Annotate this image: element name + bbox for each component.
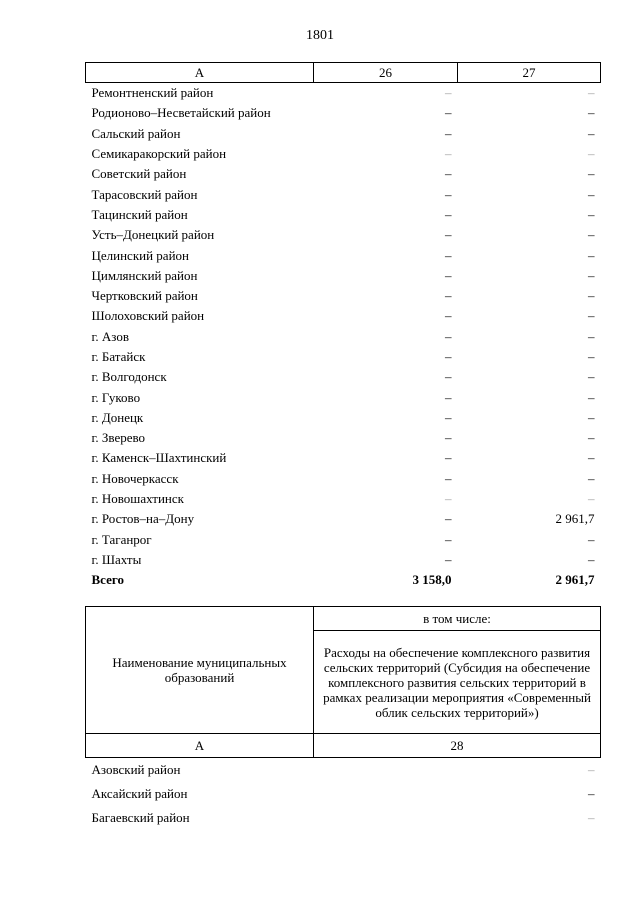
table-row <box>86 550 601 570</box>
row-name: г. Донецк <box>91 409 144 425</box>
table-row <box>86 205 601 225</box>
table-row <box>86 448 601 468</box>
table-row <box>86 245 601 265</box>
table-budget-columns-26-27 <box>85 62 601 590</box>
row-col-27: – <box>588 247 595 263</box>
row-col-26: – <box>445 450 452 466</box>
row-col-27: – <box>588 85 595 101</box>
table-row <box>86 306 601 326</box>
row-col-26: – <box>445 267 452 283</box>
row-col-26: – <box>445 105 452 121</box>
row-col-27: – <box>588 531 595 547</box>
row-col-26: – <box>445 288 452 304</box>
row-col-26: – <box>445 369 452 385</box>
row-col-27: – <box>588 409 595 425</box>
row-name: г. Азов <box>91 328 129 344</box>
row-col-27: – <box>588 328 595 344</box>
total-col-27: 2 961,7 <box>555 572 595 588</box>
row-name: Тарасовский район <box>91 186 198 202</box>
table-row <box>86 144 601 164</box>
table-budget-column-28 <box>85 606 601 830</box>
row-col-26: – <box>445 491 452 507</box>
table-row <box>86 124 601 144</box>
table-row <box>86 164 601 184</box>
row-name: Тацинский район <box>91 206 188 222</box>
row-col-26: – <box>445 308 452 324</box>
row-col-27: – <box>588 206 595 222</box>
row-col-28: – <box>588 810 595 825</box>
table-row <box>86 489 601 509</box>
row-col-26: – <box>445 328 452 344</box>
table-row <box>86 509 601 529</box>
row-col-26: – <box>445 389 452 405</box>
row-name: Азовский район <box>91 762 181 777</box>
index-col-28: 28 <box>314 734 601 758</box>
row-name: Цимлянский район <box>91 267 198 283</box>
row-col-27: – <box>588 349 595 364</box>
header-col-a: А <box>86 63 314 83</box>
table-row <box>86 225 601 245</box>
row-col-27: – <box>588 369 595 385</box>
row-col-27: – <box>588 166 595 182</box>
table-header-row <box>86 63 601 83</box>
row-col-27: – <box>588 450 595 466</box>
table-row <box>86 184 601 204</box>
row-name: г. Батайск <box>91 349 146 364</box>
table-row <box>86 387 601 407</box>
row-name: г. Новошахтинск <box>91 491 184 507</box>
header-col-26: 26 <box>314 63 458 83</box>
row-col-27: – <box>588 470 595 486</box>
row-col-28: – <box>588 762 595 777</box>
row-name: Родионово–Несветайский район <box>91 105 271 121</box>
row-col-27: – <box>588 491 595 507</box>
table-body <box>86 83 601 571</box>
row-name: г. Каменск–Шахтинский <box>91 450 227 466</box>
row-col-26: – <box>445 349 452 364</box>
table-row <box>86 806 601 830</box>
row-name: г. Зверево <box>91 430 146 446</box>
row-name: Целинский район <box>91 247 189 263</box>
row-col-27: – <box>588 227 595 243</box>
row-name: Чертковский район <box>91 288 198 304</box>
row-col-26: – <box>445 85 452 101</box>
total-label: Всего <box>91 572 124 588</box>
table-row <box>86 782 601 806</box>
row-col-27: – <box>588 267 595 283</box>
row-col-26: – <box>445 551 452 567</box>
header-including: в том числе: <box>314 607 601 631</box>
row-col-26: – <box>445 531 452 547</box>
row-col-27: – <box>588 308 595 324</box>
row-col-26: – <box>445 470 452 486</box>
row-name: Сальский район <box>91 125 181 141</box>
table-row <box>86 530 601 550</box>
row-col-27: – <box>588 430 595 446</box>
header-municipality-name: Наименование муниципальных образований <box>86 607 314 734</box>
row-col-27: – <box>588 389 595 405</box>
table-row <box>86 469 601 489</box>
table-total-row <box>86 570 601 590</box>
row-name: Шолоховский район <box>91 308 205 324</box>
row-col-27: 2 961,7 <box>555 511 595 527</box>
row-name: Семикаракорский район <box>91 146 227 162</box>
row-col-28: – <box>588 786 595 801</box>
row-col-26: – <box>445 247 452 263</box>
table-row <box>86 83 601 104</box>
table-row <box>86 266 601 286</box>
table-row <box>86 327 601 347</box>
table-row <box>86 103 601 123</box>
header-col-27: 27 <box>458 63 601 83</box>
total-col-26: 3 158,0 <box>412 572 452 588</box>
row-name: г. Новочеркасск <box>91 470 179 486</box>
row-name: г. Ростов–на–Дону <box>91 511 195 527</box>
row-col-27: – <box>588 551 595 567</box>
row-name: Советский район <box>91 166 187 182</box>
header-col-28-description: Расходы на обеспечение комплексного развития сельских территорий (Субсидия на обеспечение комплексного развития сельских территорий в рамках реализации мероприятия «Современный облик сельских территорий») <box>314 631 601 734</box>
row-col-26: – <box>445 511 452 527</box>
table-row <box>86 758 601 783</box>
row-col-26: – <box>445 227 452 243</box>
row-name: Усть–Донецкий район <box>91 227 215 243</box>
table-row <box>86 408 601 428</box>
row-col-27: – <box>588 105 595 121</box>
row-name: г. Таганрог <box>91 531 152 547</box>
row-col-26: – <box>445 409 452 425</box>
row-col-27: – <box>588 146 595 162</box>
table-row <box>86 428 601 448</box>
row-col-27: – <box>588 125 595 141</box>
row-col-27: – <box>588 288 595 304</box>
row-col-26: – <box>445 146 452 162</box>
row-name: г. Волгодонск <box>91 369 167 385</box>
row-name: Аксайский район <box>91 786 188 801</box>
row-name: г. Гуково <box>91 389 141 405</box>
row-col-26: – <box>445 186 452 202</box>
row-name: Ремонтненский район <box>91 85 214 101</box>
page-number: 1801 <box>306 28 334 43</box>
row-name: г. Шахты <box>91 551 142 567</box>
table2-body <box>86 758 601 831</box>
row-col-26: – <box>445 125 452 141</box>
table-row <box>86 347 601 367</box>
table-row <box>86 286 601 306</box>
row-col-26: – <box>445 206 452 222</box>
row-col-27: – <box>588 186 595 202</box>
row-col-26: – <box>445 166 452 182</box>
row-name: Багаевский район <box>91 810 190 825</box>
index-col-a: А <box>86 734 314 758</box>
table-row <box>86 367 601 387</box>
row-col-26: – <box>445 430 452 446</box>
